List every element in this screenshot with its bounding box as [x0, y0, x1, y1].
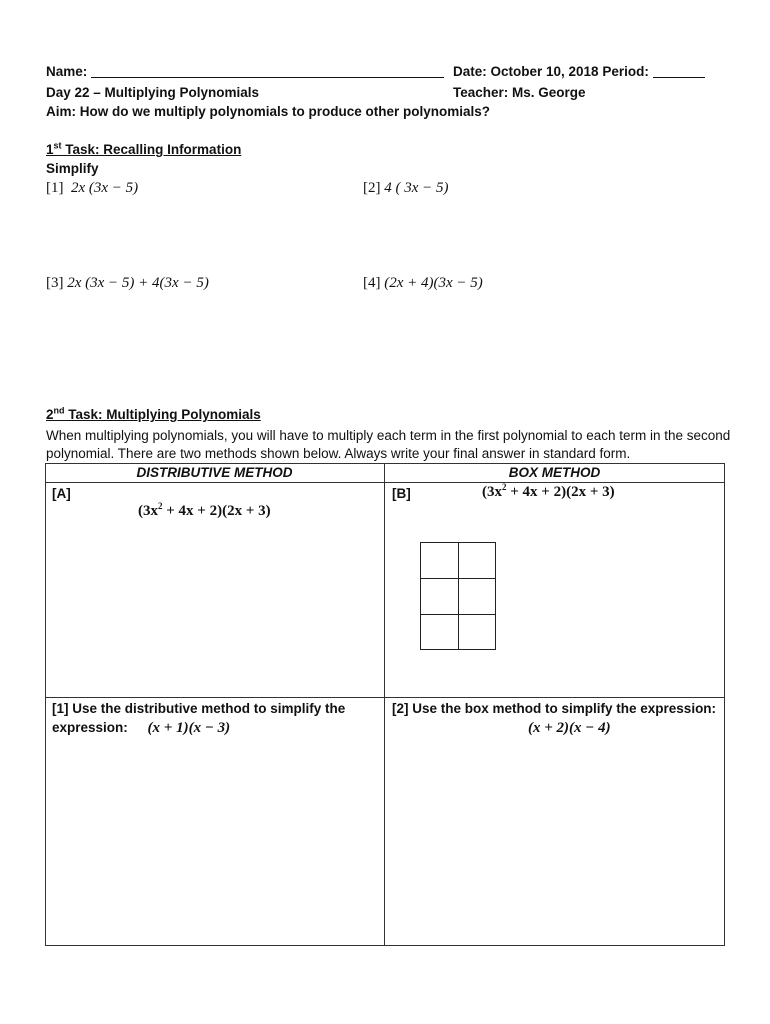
period-blank[interactable] [653, 65, 705, 78]
task1-title: Task: Recalling Information [61, 142, 242, 157]
name-label: Name: [46, 64, 88, 79]
problem-label: [3] [46, 275, 64, 291]
grid-divider [458, 543, 459, 649]
problem-expr: 2x (3x − 5) + 4(3x − 5) [67, 275, 209, 291]
box-method-grid [420, 542, 496, 650]
cell-1-prompt: [1] Use the distributive method to simplify the [52, 701, 346, 716]
problem-2 [363, 180, 449, 197]
table-header-border [45, 482, 725, 483]
task1-ordinal-sup: st [53, 140, 62, 151]
cell-1-prompt-line2 [52, 720, 230, 737]
task1-subtitle: Simplify [46, 161, 99, 176]
problem-label: [4] [363, 275, 381, 291]
date-row [453, 64, 705, 79]
name-blank[interactable] [91, 65, 444, 78]
expr-part: + 4x + 2)(2x + 3) [162, 503, 271, 519]
task2-title: Task: Multiplying Polynomials [64, 407, 261, 422]
table-middle-border [45, 697, 725, 698]
cell-b-label: [B] [392, 486, 411, 501]
task2-ordinal: 2 [46, 407, 54, 422]
task2-description: When multiplying polynomials, you will have to multiply each term in the first polynomial to each term in the second polynomial. There are two methods shown below. Always write your final answer in standard form. [46, 428, 731, 461]
problem-3 [46, 275, 209, 292]
table-bottom-border [45, 945, 725, 946]
task1-ordinal: 1 [46, 142, 54, 157]
problem-expr: 4 ( 3x − 5) [384, 180, 449, 196]
expr-exponent: 2 [502, 482, 507, 492]
header-box-method: BOX METHOD [508, 465, 601, 480]
problem-1 [46, 180, 138, 197]
task2-ordinal-sup: nd [53, 405, 65, 416]
problem-expr: 2x (3x − 5) [71, 180, 139, 196]
day-title: Day 22 – Multiplying Polynomials [46, 85, 260, 100]
grid-divider [421, 614, 495, 615]
date-label: Date: October 10, 2018 Period: [453, 64, 649, 79]
aim: Aim: How do we multiply polynomials to produce other polynomials? [46, 104, 491, 119]
cell-a-label: [A] [52, 486, 71, 501]
expr-part: (3x [138, 503, 158, 519]
cell-a-expr [138, 503, 271, 520]
expr-part: + 4x + 2)(2x + 3) [506, 484, 615, 500]
cell-1-prompt2: expression: [52, 720, 128, 735]
name-row [46, 64, 444, 79]
problem-4 [363, 275, 483, 292]
cell-2-prompt: [2] Use the box method to simplify the expression: [392, 701, 717, 716]
problem-label: [1] [46, 180, 64, 196]
table-center-border [384, 463, 385, 946]
table-left-border [45, 463, 46, 946]
expr-exponent: 2 [158, 501, 163, 511]
task2-heading [46, 407, 261, 422]
cell-2-expr: (x + 2)(x − 4) [528, 720, 611, 736]
problem-label: [2] [363, 180, 381, 196]
grid-divider [421, 578, 495, 579]
problem-expr: (2x + 4)(3x − 5) [384, 275, 483, 291]
table-top-border [45, 463, 725, 464]
header-distributive-method: DISTRIBUTIVE METHOD [136, 465, 293, 480]
teacher: Teacher: Ms. George [453, 85, 586, 100]
cell-1-expr: (x + 1)(x − 3) [147, 720, 231, 736]
table-right-border [724, 463, 725, 946]
expr-part: (3x [482, 484, 502, 500]
task1-heading [46, 142, 241, 157]
cell-b-expr [482, 484, 615, 501]
